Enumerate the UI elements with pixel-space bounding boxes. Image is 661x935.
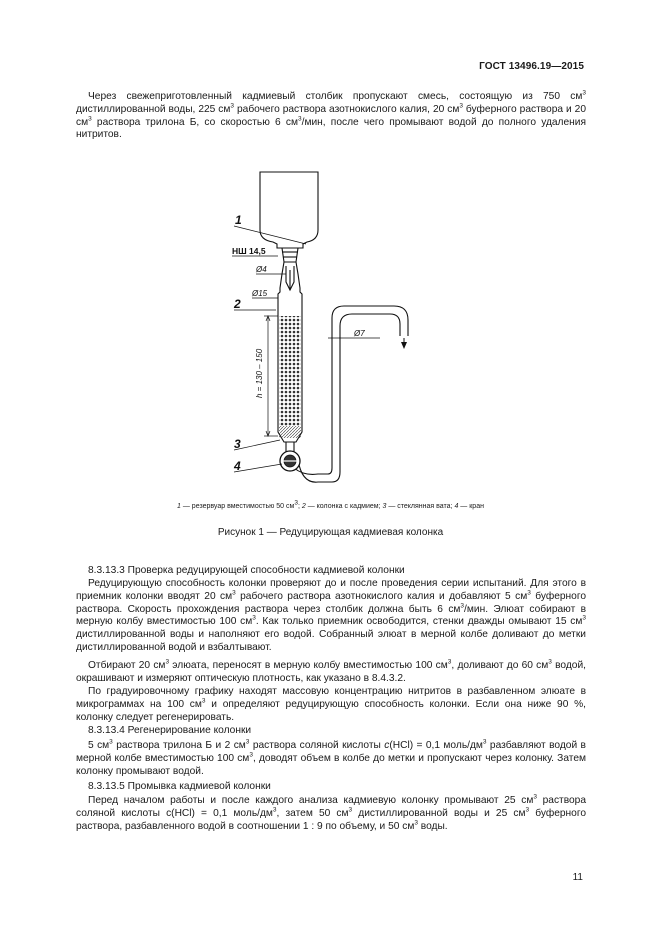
arrow-down-icon [401, 342, 407, 349]
cadmium-filling [279, 316, 301, 426]
glass-wool [279, 426, 301, 438]
label-d15: Ø15 [252, 289, 268, 298]
intro-paragraph: Через свежеприготовленный кадмиевый столбик пропускают смесь, состоящую из 750 $см^3$ дистиллированной воды, 225 $см^3$ рабочего раствора азотнокислого калия, 20 $см^3$ буферного раствора и 20 $см^3$ раствора трилона Б, со скоростью 6 $см^3$/мин, после чего промывают водой до полного удаления нитритов. [76, 89, 586, 141]
label-d4: Ø4 [256, 265, 267, 274]
section-heading: 8.3.13.3 Проверка редуцирующей способности кадмиевой колонки [88, 565, 405, 576]
section-heading: 8.3.13.4 Регенерирование колонки [88, 725, 252, 736]
paragraph: Отбирают 20 $см^3$ элюата, переносят в мерную колбу вместимостью 100 $см^3$, доливают до 60 $см^3$ водой, окрашивают и измеряют оптическую плотность, как указано в 8.4.3.2. [76, 658, 586, 684]
paragraph: По градуировочному графику находят массовую концентрацию нитритов в разбавленном элюате в микрограммах на 100 $см^3$ и определяют редуцирующую способность колонки. Если она ниже 90 %, колонку следует регенерировать. [76, 686, 586, 723]
page-header: ГОСТ 13496.19—2015 [479, 61, 584, 72]
label-height: h = 130 – 150 [255, 348, 264, 398]
reservoir-shape [260, 172, 318, 248]
figure-caption: Рисунок 1 — Редуцирующая кадмиевая колонка [217, 527, 444, 538]
label-4: 4 [234, 459, 241, 473]
label-3: 3 [234, 437, 241, 451]
page-number: 11 [572, 872, 583, 883]
label-nsh: НШ 14,5 [232, 246, 266, 256]
paragraph: Редуцирующую способность колонки проверяют до и после проведения серии испытаний. Для этого в приемник колонки вводят 20 $см^3$ рабочего раствора азотнокислого калия и добавляют 5 $см^3$ буферного раствора. Скорость прохождения раствора через столбик должна быть 6 $см^3$/мин. Элюат собирают в мерную колбу вместимостью 100 $см^3$. Как только приемник освободится, стенки дважды омывают 15 $см^3$ дистиллированной воды и наполняют его водой. Собранный элюат в мерной колбе доливают до метки дистиллированной водой и взбалтывают. [76, 578, 587, 653]
label-1: 1 [235, 213, 242, 227]
label-2: 2 [234, 297, 241, 311]
section-heading: 8.3.13.5 Промывка кадмиевой колонки [88, 781, 271, 792]
paragraph: Перед началом работы и после каждого анализа кадмиевую колонку промывают 25 $см^3$ раствора соляной кислоты c(HCl) = 0,1 моль/$дм^3$, затем 50 $см^3$ дистиллированной воды и 25 $см^3$ буферного раствора, разбавленного водой в соотношении 1 : 9 по объему, и 50 $см^3$ воды. [76, 793, 586, 832]
label-d7: Ø7 [354, 329, 365, 338]
paragraph: 5 $см^3$ раствора трилона Б и 2 $см^3$ раствора соляной кислоты c(HCl) = 0,1 моль/$дм^3$ разбавляют водой в мерной колбе вместимостью 100 $см^3$, доводят объем в колбе до метки и пропускают через колонку. Затем колонку промывают водой. [76, 738, 586, 777]
cadmium-column-diagram [220, 166, 410, 496]
figure-legend: 1 — резервуар вместимостью 50 $см^3$; 2 — колонка с кадмием; 3 — стеклянная вата; 4 — кран [177, 499, 484, 510]
